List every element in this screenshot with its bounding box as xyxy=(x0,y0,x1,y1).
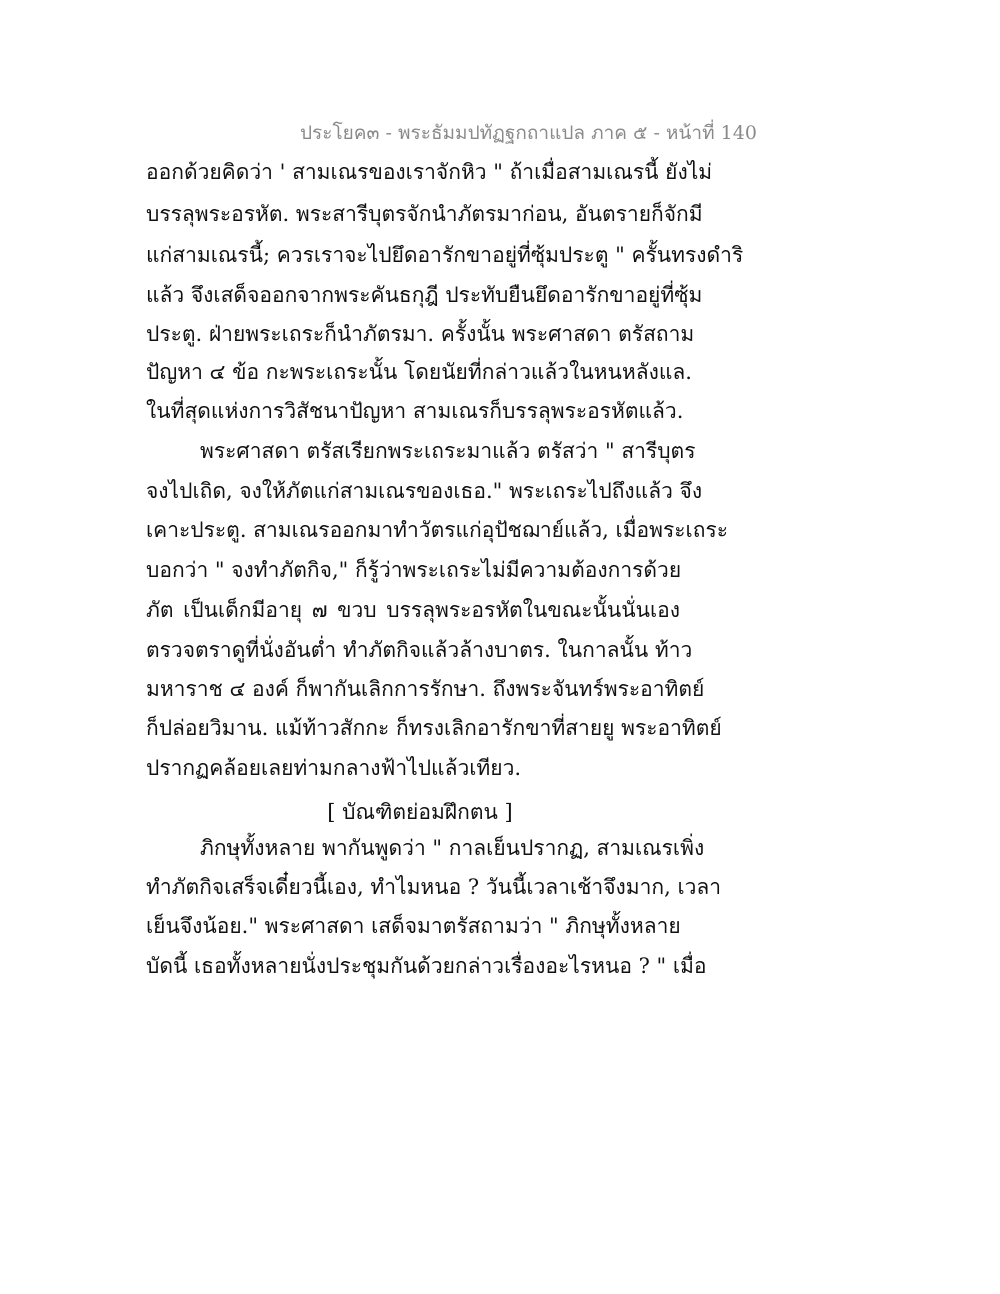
paragraph-1-line-6: ปัญหา ๔ ข้อ กะพระเถระนั้น โดยนัยที่กล่าวแล้วในหนหลังแล. xyxy=(146,360,692,384)
paragraph-2-line-7: มหาราช ๔ องค์ ก็พากันเลิกการรักษา. ถึงพระจันทร์พระอาทิตย์ xyxy=(146,677,705,701)
page-header: ประโยค๓ - พระธัมมปทัฏฐกถาแปล ภาค ๕ - หน้าที่ 140 xyxy=(300,122,757,144)
paragraph-1-line-4: แล้ว จึงเสด็จออกจากพระคันธกุฎี ประทับยืนยึดอารักขาอยู่ที่ซุ้ม xyxy=(146,283,703,307)
paragraph-2-line-5: ภัต เป็นเด็กมีอายุ ๗ ขวบ บรรลุพระอรหัตในขณะนั้นนั่นเอง xyxy=(146,598,680,622)
paragraph-2-line-9: ปรากฏคล้อยเลยท่ามกลางฟ้าไปแล้วเทียว. xyxy=(146,756,522,780)
paragraph-2-line-1: พระศาสดา ตรัสเรียกพระเถระมาแล้ว ตรัสว่า " สารีบุตร xyxy=(200,439,696,463)
paragraph-3-line-4: บัดนี้ เธอทั้งหลายนั่งประชุมกันด้วยกล่าวเรื่องอะไรหนอ ? " เมื่อ xyxy=(146,954,707,978)
paragraph-2-line-2: จงไปเถิด, จงให้ภัตแก่สามเณรของเธอ." พระเถระไปถึงแล้ว จึง xyxy=(146,479,703,503)
paragraph-1-line-3: แก่สามเณรนี้; ควรเราจะไปยึดอารักขาอยู่ที่ซุ้มประตู " ครั้นทรงดำริ xyxy=(146,243,744,267)
paragraph-2-line-4: บอกว่า " จงทำภัตกิจ," ก็รู้ว่าพระเถระไม่มีความต้องการด้วย xyxy=(146,558,682,582)
paragraph-3-line-1: ภิกษุทั้งหลาย พากันพูดว่า " กาลเย็นปรากฏ, สามเณรเพิ่ง xyxy=(200,836,705,860)
paragraph-1-line-1: ออกด้วยคิดว่า ' สามเณรของเราจักหิว " ถ้าเมื่อสามเณรนี้ ยังไม่ xyxy=(146,160,713,184)
paragraph-2-line-8: ก็ปล่อยวิมาน. แม้ท้าวสักกะ ก็ทรงเลิกอารักขาที่สายยู พระอาทิตย์ xyxy=(146,716,722,740)
section-heading: [ บัณฑิตย่อมฝึกตน ] xyxy=(327,800,513,824)
paragraph-1-line-7: ในที่สุดแห่งการวิสัชนาปัญหา สามเณรก็บรรลุพระอรหัตแล้ว. xyxy=(146,399,684,423)
paragraph-1-line-5: ประตู. ฝ่ายพระเถระก็นำภัตรมา. ครั้งนั้น พระศาสดา ตรัสถาม xyxy=(146,322,695,346)
paragraph-2-line-6: ตรวจตราดูที่นั่งอันต่ำ ทำภัตกิจแล้วล้างบาตร. ในกาลนั้น ท้าว xyxy=(146,638,693,662)
paragraph-3-line-3: เย็นจึงน้อย." พระศาสดา เสด็จมาตรัสถามว่า " ภิกษุทั้งหลาย xyxy=(146,914,681,938)
paragraph-3-line-2: ทำภัตกิจเสร็จเดี๋ยวนี้เอง, ทำไมหนอ ? วันนี้เวลาเช้าจึงมาก, เวลา xyxy=(146,875,722,899)
paragraph-1-line-2: บรรลุพระอรหัต. พระสารีบุตรจักนำภัตรมาก่อน, อันตรายก็จักมี xyxy=(146,202,703,226)
paragraph-2-line-3: เคาะประตู. สามเณรออกมาทำวัตรแก่อุปัชฌาย์แล้ว, เมื่อพระเถระ xyxy=(146,518,729,542)
